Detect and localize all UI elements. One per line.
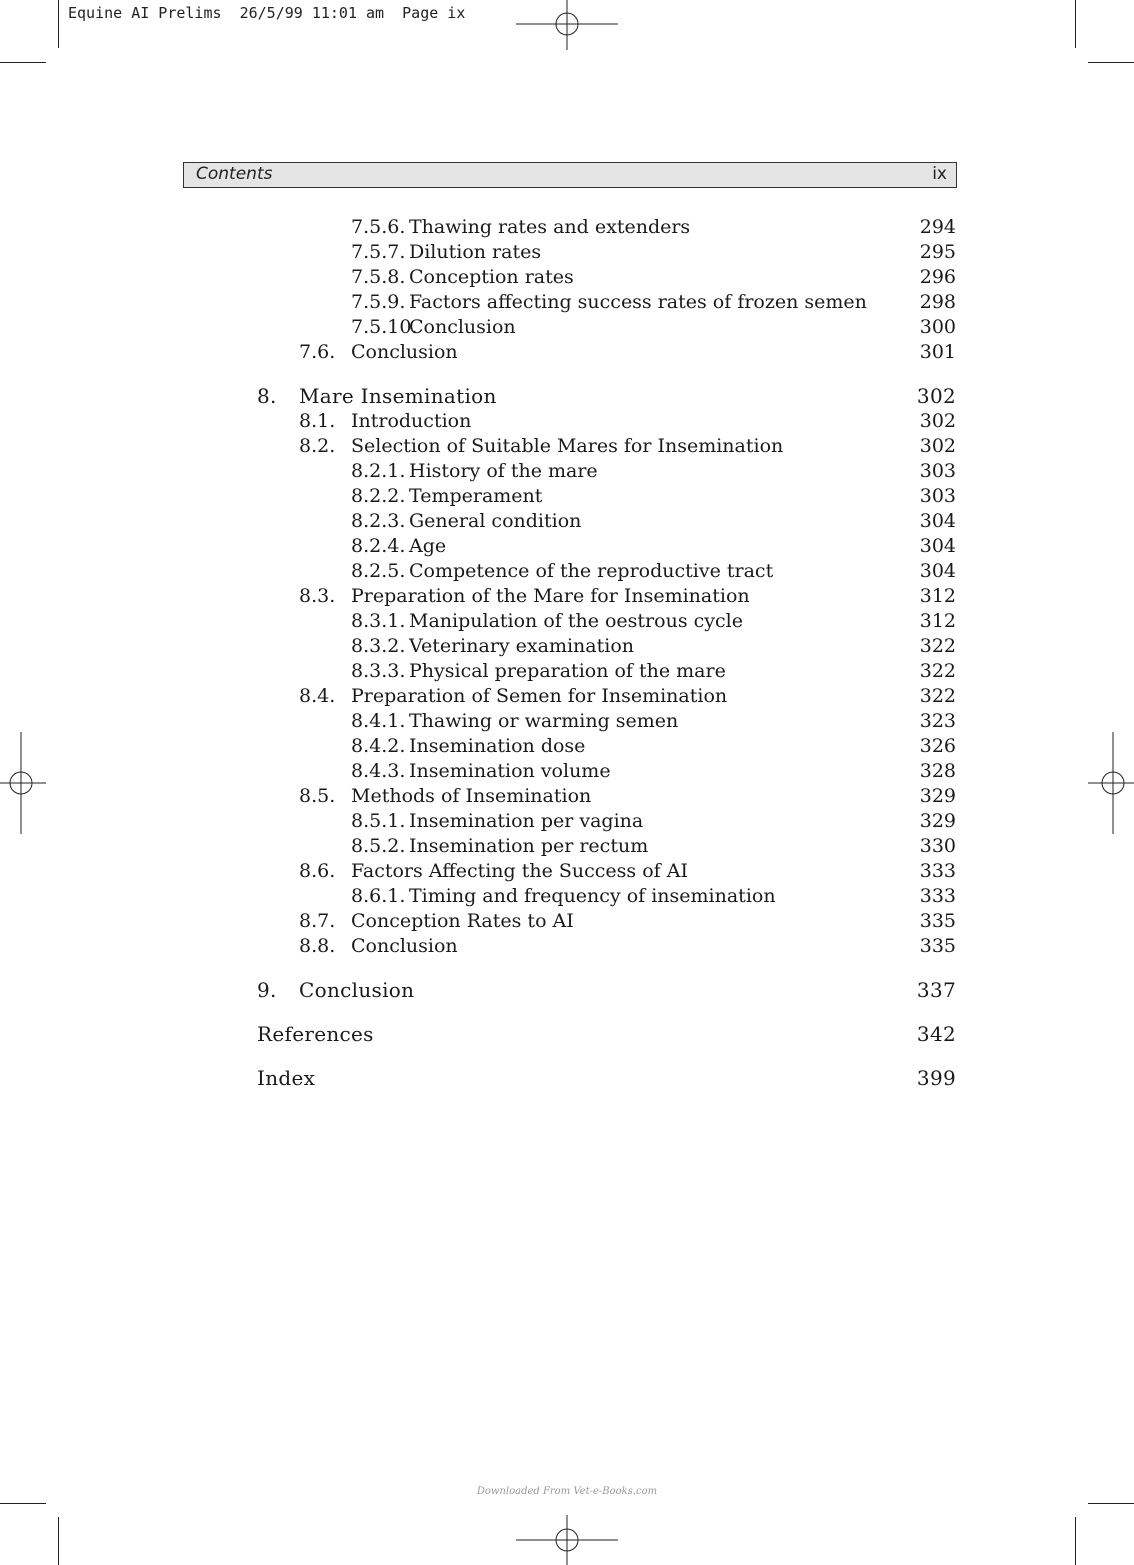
toc-entry-page-number: 304 [919, 535, 956, 557]
toc-entry-page-number: 303 [919, 460, 956, 482]
toc-entry-number: 8.2. [299, 435, 336, 457]
toc-entry-title: Timing and frequency of insemination [409, 885, 776, 907]
toc-entry [0, 240, 1134, 265]
toc-entry-number: 8. [257, 384, 277, 408]
toc-entry-title: Index [257, 1066, 316, 1090]
toc-entry-page-number: 337 [916, 978, 956, 1002]
toc-entry-page-number: 322 [919, 685, 956, 707]
toc-entry-title: Conception Rates to AI [351, 910, 574, 932]
toc-entry [0, 709, 1134, 734]
toc-entry [0, 834, 1134, 859]
toc-entry-number: 8.5.2. [351, 835, 406, 857]
registration-mark-top [516, 0, 618, 50]
toc-entry-number: 7.5.9. [351, 291, 406, 313]
toc-entry-title: Conception rates [409, 266, 574, 288]
toc-entry-title: Conclusion [299, 978, 415, 1002]
toc-entry [0, 809, 1134, 834]
toc-entry-number: 8.4.2. [351, 735, 406, 757]
toc-entry [0, 784, 1134, 809]
toc-entry-title: Conclusion [409, 316, 516, 338]
toc-entry-number: 8.8. [299, 935, 336, 957]
toc-entry-number: 8.2.4. [351, 535, 406, 557]
toc-entry-number: 8.7. [299, 910, 336, 932]
toc-entry [0, 215, 1134, 240]
toc-entry-number: 8.1. [299, 410, 336, 432]
toc-entry-number: 8.2.2. [351, 485, 406, 507]
toc-entry-page-number: 302 [919, 435, 956, 457]
toc-entry-number: 8.4. [299, 685, 336, 707]
toc-entry-page-number: 298 [919, 291, 956, 313]
toc-entry-title: Insemination dose [409, 735, 586, 757]
toc-entry [0, 315, 1134, 340]
toc-entry-title: Methods of Insemination [351, 785, 592, 807]
toc-entry [0, 459, 1134, 484]
toc-entry-title: Age [409, 535, 447, 557]
toc-entry-page-number: 335 [919, 910, 956, 932]
toc-entry [0, 265, 1134, 290]
toc-entry [0, 884, 1134, 909]
toc-entry-page-number: 312 [919, 610, 956, 632]
toc-entry [0, 290, 1134, 315]
toc-entry-number: 8.3. [299, 585, 336, 607]
toc-entry-title: Temperament [409, 485, 543, 507]
toc-entry [0, 559, 1134, 584]
toc-entry [0, 684, 1134, 709]
toc-entry-number: 9. [257, 978, 277, 1002]
toc-entry-title: Dilution rates [409, 241, 542, 263]
toc-entry-page-number: 303 [919, 485, 956, 507]
toc-entry-title: History of the mare [409, 460, 598, 482]
toc-entry-number: 8.5.1. [351, 810, 406, 832]
toc-entry-number: 8.3.2. [351, 635, 406, 657]
toc-entry-title: Manipulation of the oestrous cycle [409, 610, 743, 632]
toc-entry [0, 409, 1134, 434]
toc-entry-page-number: 302 [919, 410, 956, 432]
toc-entry-title: Insemination per vagina [409, 810, 644, 832]
toc-entry-number: 8.4.1. [351, 710, 406, 732]
toc-entry-title: Thawing or warming semen [409, 710, 679, 732]
toc-entry-number: 8.4.3. [351, 760, 406, 782]
toc-entry-title: Mare Insemination [299, 384, 497, 408]
toc-entry-page-number: 330 [919, 835, 956, 857]
toc-entry [0, 934, 1134, 959]
toc-entry-number: 8.6.1. [351, 885, 406, 907]
toc-entry-number: 8.2.3. [351, 510, 406, 532]
toc-entry [0, 340, 1134, 365]
toc-entry-number: 8.3.3. [351, 660, 406, 682]
toc-entry-title: Physical preparation of the mare [409, 660, 726, 682]
toc-entry-page-number: 300 [919, 316, 956, 338]
toc-entry-title: Insemination per rectum [409, 835, 649, 857]
toc-entry-page-number: 322 [919, 635, 956, 657]
toc-entry-title: Factors Affecting the Success of AI [351, 860, 688, 882]
toc-entry-title: Competence of the reproductive tract [409, 560, 774, 582]
toc-entry-title: Insemination volume [409, 760, 611, 782]
toc-entry [0, 609, 1134, 634]
toc-entry [0, 384, 1134, 409]
toc-entry-page-number: 294 [919, 216, 956, 238]
toc-entry [0, 434, 1134, 459]
toc-entry-number: 7.5.10. [351, 316, 418, 338]
toc-entry-number: 8.3.1. [351, 610, 406, 632]
toc-entry-page-number: 322 [919, 660, 956, 682]
toc-entry-page-number: 302 [916, 384, 956, 408]
toc-entry-page-number: 312 [919, 585, 956, 607]
toc-entry [0, 759, 1134, 784]
watermark: Downloaded From Vet-e-Books.com [476, 1486, 658, 1497]
registration-mark-bottom [516, 1515, 618, 1565]
toc-entry-title: References [257, 1022, 374, 1046]
toc-entry-page-number: 329 [919, 785, 956, 807]
toc-entry [0, 509, 1134, 534]
toc-entry [0, 634, 1134, 659]
toc-entry-page-number: 295 [919, 241, 956, 263]
toc-entry-number: 8.5. [299, 785, 336, 807]
toc-entry-number: 7.5.8. [351, 266, 406, 288]
toc-entry-number: 8.2.5. [351, 560, 406, 582]
toc-entry-title: Thawing rates and extenders [409, 216, 691, 238]
toc-entry [0, 1066, 1134, 1091]
toc-entry-number: 8.6. [299, 860, 336, 882]
toc-entry-page-number: 328 [919, 760, 956, 782]
toc-entry-title: Preparation of the Mare for Insemination [351, 585, 750, 607]
toc-entry-title: Veterinary examination [409, 635, 635, 657]
toc-entry-page-number: 304 [919, 560, 956, 582]
toc-entry-title: Conclusion [351, 341, 458, 363]
toc-entry-number: 7.6. [299, 341, 336, 363]
toc-entry-number: 7.5.6. [351, 216, 406, 238]
toc-entry [0, 734, 1134, 759]
toc-entry-number: 8.2.1. [351, 460, 406, 482]
toc-entry [0, 1022, 1134, 1047]
toc-entry [0, 484, 1134, 509]
toc-entry-page-number: 329 [919, 810, 956, 832]
running-header [183, 162, 957, 188]
toc-entry [0, 659, 1134, 684]
toc-entry-page-number: 323 [919, 710, 956, 732]
toc-entry [0, 859, 1134, 884]
toc-entry-page-number: 296 [919, 266, 956, 288]
toc-entry-page-number: 399 [916, 1066, 956, 1090]
toc-entry-page-number: 333 [919, 860, 956, 882]
running-header-page-number: ix [932, 164, 947, 184]
toc-entry-page-number: 326 [919, 735, 956, 757]
toc-entry-page-number: 333 [919, 885, 956, 907]
toc-entry-page-number: 301 [919, 341, 956, 363]
toc-entry-page-number: 335 [919, 935, 956, 957]
toc-entry-number: 7.5.7. [351, 241, 406, 263]
printer-slug: Equine AI Prelims 26/5/99 11:01 am Page ix [68, 4, 466, 22]
toc-entry-title: Selection of Suitable Mares for Insemination [351, 435, 784, 457]
toc-entry-title: Preparation of Semen for Insemination [351, 685, 728, 707]
toc-entry [0, 909, 1134, 934]
toc-entry [0, 534, 1134, 559]
toc-entry-title: Factors affecting success rates of frozen semen [409, 291, 867, 313]
table-of-contents [0, 215, 1134, 1091]
running-header-title: Contents [196, 164, 273, 184]
toc-entry-title: Introduction [351, 410, 472, 432]
toc-entry-title: General condition [409, 510, 582, 532]
toc-entry-title: Conclusion [351, 935, 458, 957]
toc-entry-page-number: 304 [919, 510, 956, 532]
toc-entry-page-number: 342 [916, 1022, 956, 1046]
toc-entry [0, 978, 1134, 1003]
toc-entry [0, 584, 1134, 609]
